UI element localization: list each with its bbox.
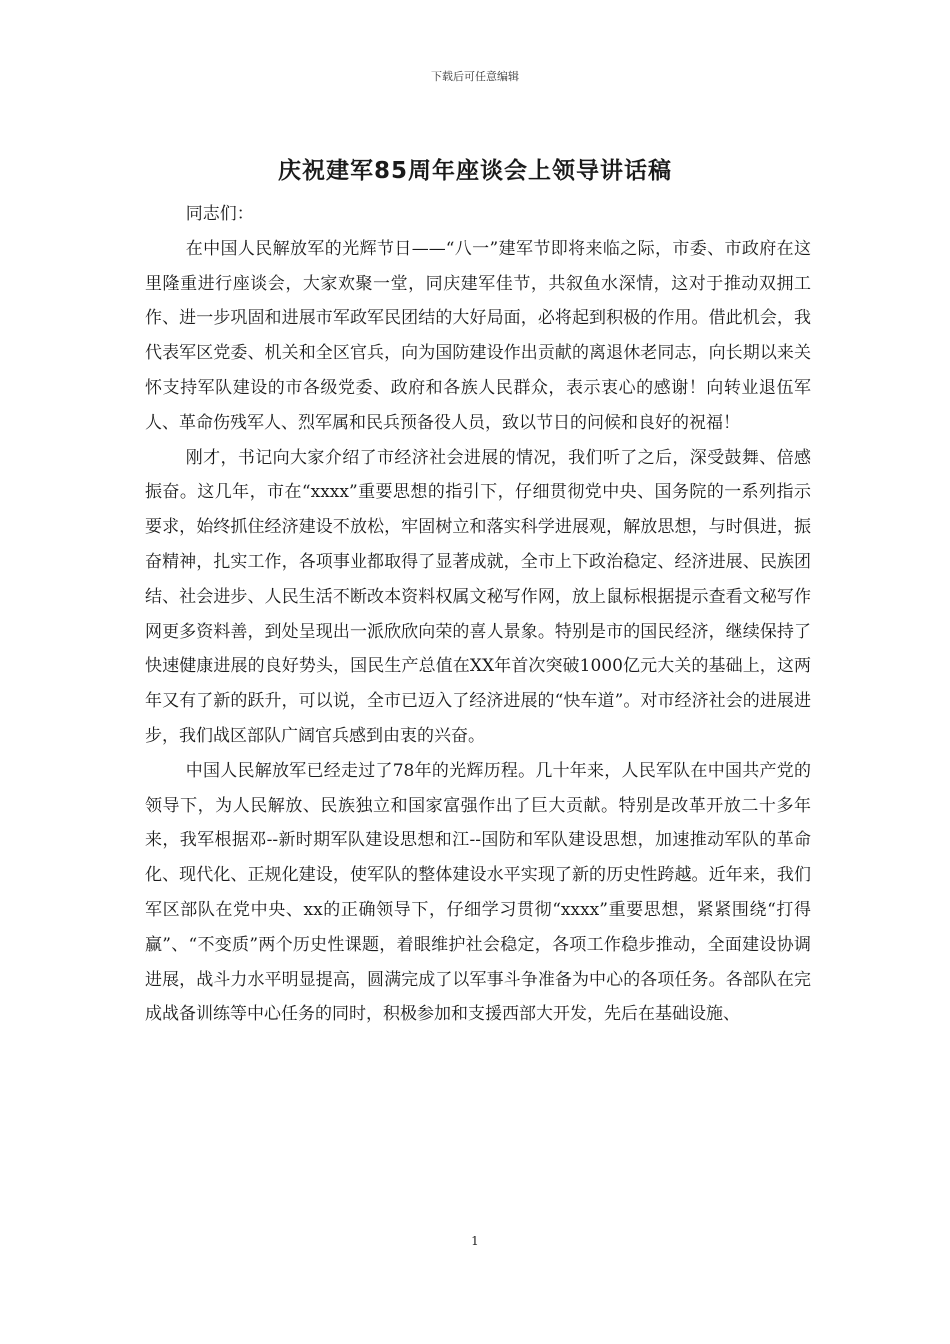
salutation: 同志们： xyxy=(185,204,254,224)
document-body xyxy=(145,197,811,1032)
paragraph-1: 在中国人民解放军的光辉节日——“八一”建军节即将来临之际，市委、市政府在这里隆重进行座谈会，大家欢聚一堂，同庆建军佳节，共叙鱼水深情，这对于推动双拥工作、进一步巩固和进展市军政军民团结的大好局面，必将起到积极的作用。借此机会，我代表军区党委、机关和全区官兵，向为国防建设作出贡献的离退休老同志，向长期以来关怀支持军队建设的市各级党委、政府和各族人民群众，表示衷心的感谢！向转业退伍军人、革命伤残军人、烈军属和民兵预备役人员，致以节日的问候和良好的祝福！ xyxy=(145,238,811,433)
page-number: 1 xyxy=(471,1234,479,1248)
document-title: 庆祝建军85周年座谈会上领导讲话稿 xyxy=(277,158,672,184)
header-note: 下载后可任意编辑 xyxy=(431,70,519,83)
paragraph-3: 中国人民解放军已经走过了78年的光辉历程。几十年来，人民军队在中国共产党的领导下，为人民解放、民族独立和国家富强作出了巨大贡献。特别是改革开放二十多年来，我军根据邓--新时期军队建设思想和江--国防和军队建设思想，加速推动军队的革命化、现代化、正规化建设，使军队的整体建设水平实现了新的历史性跨越。近年来，我们军区部队在党中央、xx的正确领导下，仔细学习贯彻“xxxx”重要思想，紧紧围绕“打得赢”、“不变质”两个历史性课题，着眼维护社会稳定，各项工作稳步推动，全面建设协调进展，战斗力水平明显提高，圆满完成了以军事斗争准备为中心的各项任务。各部队在完成战备训练等中心任务的同时，积极参加和支援西部大开发，先后在基础设施、 xyxy=(145,760,811,1025)
paragraph-2: 刚才，书记向大家介绍了市经济社会进展的情况，我们听了之后，深受鼓舞、倍感振奋。这几年，市在“xxxx”重要思想的指引下，仔细贯彻党中央、国务院的一系列指示要求，始终抓住经济建设不放松，牢固树立和落实科学进展观，解放思想，与时俱进，振奋精神，扎实工作，各项事业都取得了显著成就，全市上下政治稳定、经济进展、民族团结、社会进步、人民生活不断改本资料权属文秘写作网，放上鼠标根据提示查看文秘写作网更多资料善，到处呈现出一派欣欣向荣的喜人景象。特别是市的国民经济，继续保持了快速健康进展的良好势头，国民生产总值在XX年首次突破1000亿元大关的基础上，这两年又有了新的跃升，可以说，全市已迈入了经济进展的“快车道”。对市经济社会的进展进步，我们战区部队广阔官兵感到由衷的兴奋。 xyxy=(145,447,811,746)
